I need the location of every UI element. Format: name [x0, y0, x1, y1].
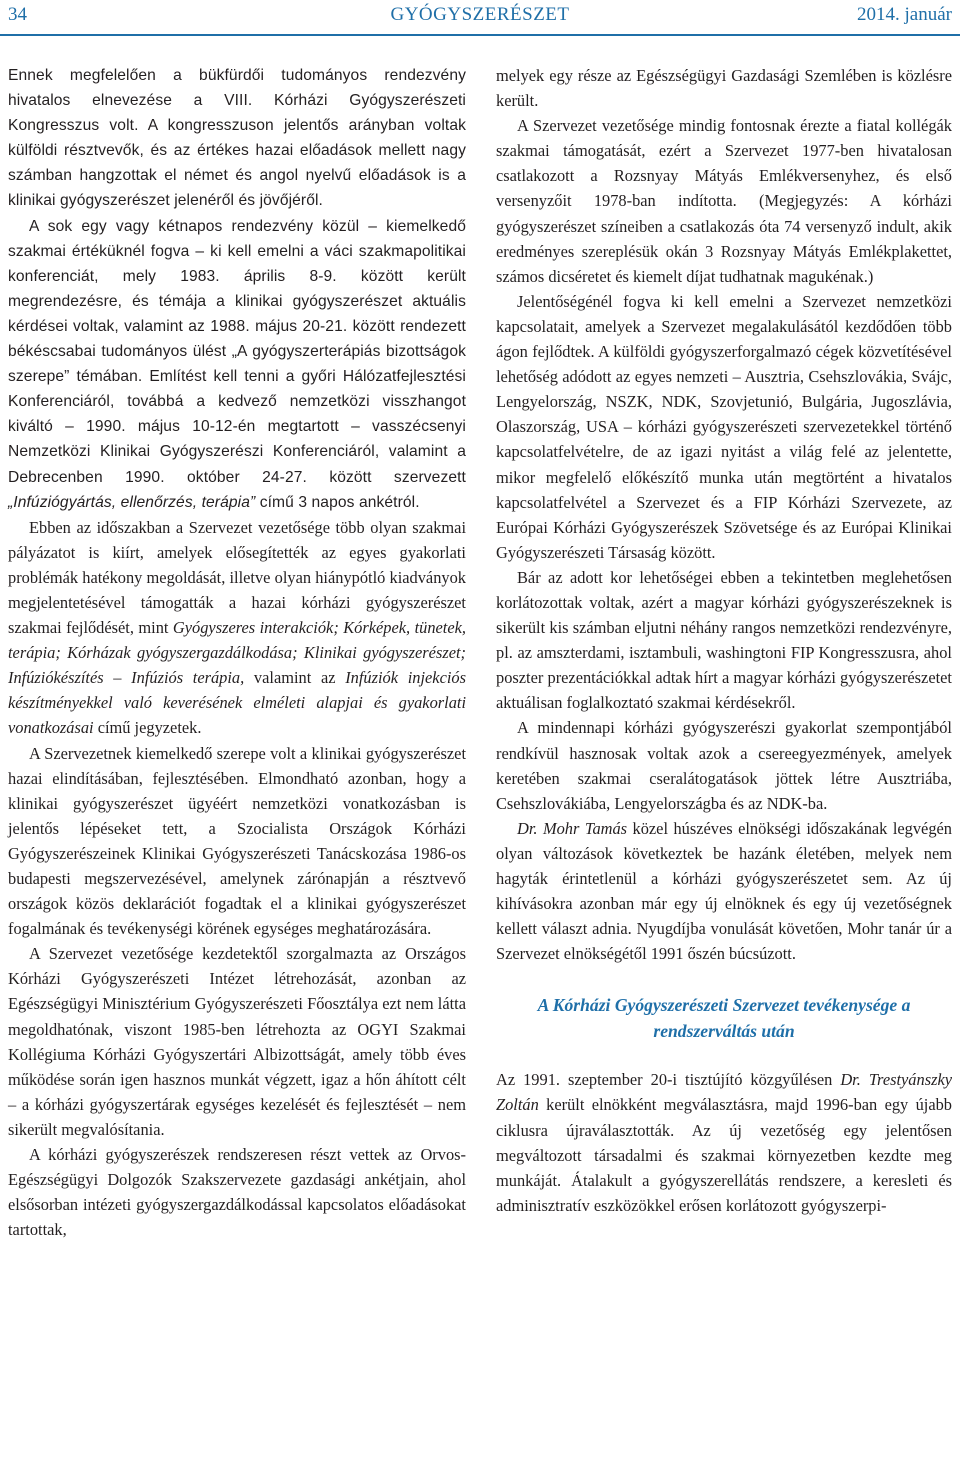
paragraph: A kórházi gyógyszerészek rendszeresen részt vettek az Orvos-Egészségügyi Dolgozók Szakszervezete gazdasági ankétjain, ahol elsősorban intézeti gyógyszergazdálkodással kapcsolatos előadásokat tartottak, — [8, 1145, 466, 1240]
paragraph: melyek egy része az Egészségügyi Gazdasági Szemlében is közlésre került. — [496, 66, 952, 111]
paragraph: Ennek megfelelően a bükfürdői tudományos rendezvény hivatalos elnevezése a VIII. Kórházi Gyógyszerészeti Kongresszus volt. A kongresszuson jelentős arányban voltak külföldi résztvevők, és az értékes hazai előadások mellett nagy számban hangzottak el német és angol nyelvű előadások is a klinikai gyógyszerészet jelenéről és jövőjéről. — [8, 67, 466, 210]
paragraph-text: került elnökként megválasztásra, majd 1996-ban egy újabb ciklusra újraválasztották. Az új vezetőség egy jelentősen megváltozott társadalmi és szakmai környezetben kezdte meg munkáját. Átalakult a gyógyszerellátás rendszere, a keresleti és adminisztratív eszközökkel erősen korlátozott gyógyszerpi- — [496, 1095, 952, 1215]
paragraph-text: című jegyzetek. — [93, 718, 202, 738]
person-name: Dr. Mohr Tamás — [517, 818, 628, 838]
issue-date: 2014. január — [857, 4, 952, 25]
paragraph — [496, 816, 952, 967]
paragraph: Bár az adott kor lehetőségei ebben a tekintetben meglehetősen korlátozottak voltak, azért a magyar kórházi gyógyszerészeknek is sikerült kis számban eljutni néhány rangos nemzetközi rendezvényre, pl. az amszterdami, isztambuli, washingtoni FIP Kongresszusra, ahol poszter prezentációkkal adtak hírt a magyar kórházi gyógyszerészetet aktuálisan foglalkoztató szakmai kérdésekről. — [496, 567, 952, 713]
event-title: „Infúziógyártás, ellenőrzés, terápia” — [8, 493, 256, 511]
section-heading: A Kórházi Gyógyszerészeti Szervezet tevékenysége a rendszerváltás után — [537, 995, 911, 1042]
paragraph-text: című 3 napos ankétról. — [255, 493, 420, 511]
right-column — [496, 63, 952, 1218]
paragraph — [8, 214, 466, 515]
publication-title: Infúziók injekciós készítményekkel való keverésének elméleti alapjai és gyakorlati vonatkozásai — [8, 668, 466, 738]
paragraph — [496, 1067, 952, 1218]
paragraph-text: A sok egy vagy kétnapos rendezvény közül – kiemelkedő szakmai értéküknél fogva – ki kell emelni a váci szakmapolitikai konferenciát, mely 1983. április 8-9. között került megrendezésre, és témája a klinikai gyógyszerészet aktuális kérdései voltak, valamint az 1988. május 20-21. között rendezett békéscsabai tudományos ülést „A gyógyszerterápiás bizottságok szerepe” témában. Említést kell tenni a győri Hálózatfejlesztési Konferenciáról, továbbá a kedvező nemzetközi visszhangot kiváltó – 1990. május 10-12-én megtartott – vasszécsenyi Nemzetközi Klinikai Gyógyszerészi Konferenciáról, valamint a Debrecenben 1990. október 24-27. között szervezett — [8, 217, 466, 486]
paragraph: A Szervezetnek kiemelkedő szerepe volt a klinikai gyógyszerészet hazai elindításában, fejlesztésében. Elmondható azonban, hogy a klinikai gyógyszerészet ügyéért nemzetközi vonatkozásban is jelentős lépéseket tett, a Szocialista Országok Kórházi Gyógyszerészeinek Klinikai Gyógyszerészeti Tanácskozása 1986-os budapesti megszervezésével, amelynek zárónapján a résztvevő országok közös deklarációt fogadtak el a klinikai gyógyszerészet fogalmának és tevékenységi körének egységes meghatározására. — [8, 743, 466, 939]
paragraph: A Szervezet vezetősége kezdetektől szorgalmazta az Országos Kórházi Gyógyszerészeti Intézet létrehozását, azonban az Egészségügyi Minisztérium Gyógyszerészeti Főosztálya ezt nem látta megoldhatónak, viszont 1985-ben létrehozta az OGYI Szakmai Kollégiuma Kórházi Gyógyszertári Albizottságát, amely több éves működése során igen hasznos munkát végzett, igaz a hőn áhított célt – a kórházi gyógyszertárak egységes kezelését és fejlesztését – nem sikerült megvalósítania. — [8, 944, 466, 1139]
left-column — [8, 63, 466, 1242]
paragraph: A mindennapi kórházi gyógyszerészi gyakorlat szempontjából rendkívül hasznosak voltak azok a csereegyezmények, amelyek keretében szakmai cseralátogatások jöttek létre Ausztriába, Csehszlovákiába, Lengyelországba és az NDK-ba. — [496, 718, 952, 813]
paragraph-text: Ebben az időszakban a Szervezet vezetősége több olyan szakmai pályázatot is kiírt, amelyek elősegítették az egyes gyakorlati problémák hatékony megoldását, illetve olyan hiánypótló kiadványok megjelentetésével támogatták a hazai kórházi gyógyszerészet szakmai fejlődését, mint — [8, 517, 466, 638]
paragraph — [8, 515, 466, 741]
person-name: Dr. Trestyánszky Zoltán — [496, 1070, 953, 1115]
page-number: 34 — [8, 4, 27, 25]
paragraph-text: Az 1991. szeptember 20-i tisztújító közgyűlésen — [496, 1070, 841, 1090]
journal-title: GYÓGYSZERÉSZET — [390, 4, 570, 25]
paragraph-text: közel húszéves elnökségi időszakának legvégén olyan változások következtek be hazánk életében, melyek nem hagyták érintetlenül a kórházi gyógyszerészetet sem. Az új kihívásokra azonban már egy új elnöknek és egy új vezetőségnek kellett választ adnia. Nyugdíjba vonulását követően, Mohr tanár úr a Szervezet elnökségétől 1991 őszén búcsúzott. — [496, 818, 952, 964]
publication-titles: Gyógyszeres interakciók; Kórképek, tünetek, terápia; Kórházak gyógyszergazdálkodása; Klinikai gyógyszerészet; Infúziókészítés – Infúziós terápia, — [8, 618, 467, 688]
paragraph-text: valamint az — [244, 668, 346, 688]
paragraph: Jelentőségénél fogva ki kell emelni a Szervezet nemzetközi kapcsolatait, amelyek a Szervezet megalakulásától kezdődően több ágon fejlődtek. A külföldi gyógyszerforgalmazó cégek közvetítésével lehetőség adódott az egyes nemzeti – Ausztria, Csehszlovákia, Svájc, Lengyelország, NSZK, NDK, Szovjetunió, Bulgária, Jugoszlávia, Olaszország, USA – kórházi gyógyszerészeti szervezetekkel történő kapcsolatfelvételre, de az igazi nyitást a világ felé az jelentette, mikor megfelelő előkészítő munka után megtörtént a hivatalos kapcsolatfelvétel a Szervezet és a FIP Kórházi Szervezete, az Európai Kórházi Gyógyszerészek Szövetsége és az Európai Klinikai Gyógyszerészeti Társaság között. — [496, 291, 952, 562]
page-header — [0, 0, 960, 34]
header-rule — [0, 34, 960, 36]
paragraph: A Szervezet vezetősége mindig fontosnak érezte a fiatal kollégák szakmai támogatását, ezért a Szervezet 1977-ben hivatalosan csatlakozott a Rozsnyay Mátyás Emlékversenyhez, és első versenyzőit 1978-ban indította. (Megjegyzés: A kórházi gyógyszerészet színeiben a csatlakozás óta 74 versenyző indult, akik eredményes szereplésük okán 3 Rozsnyay Mátyás Emlékplakettet, számos dicséretet és kiemelt díjat tudhatnak magukénak.) — [496, 116, 952, 286]
